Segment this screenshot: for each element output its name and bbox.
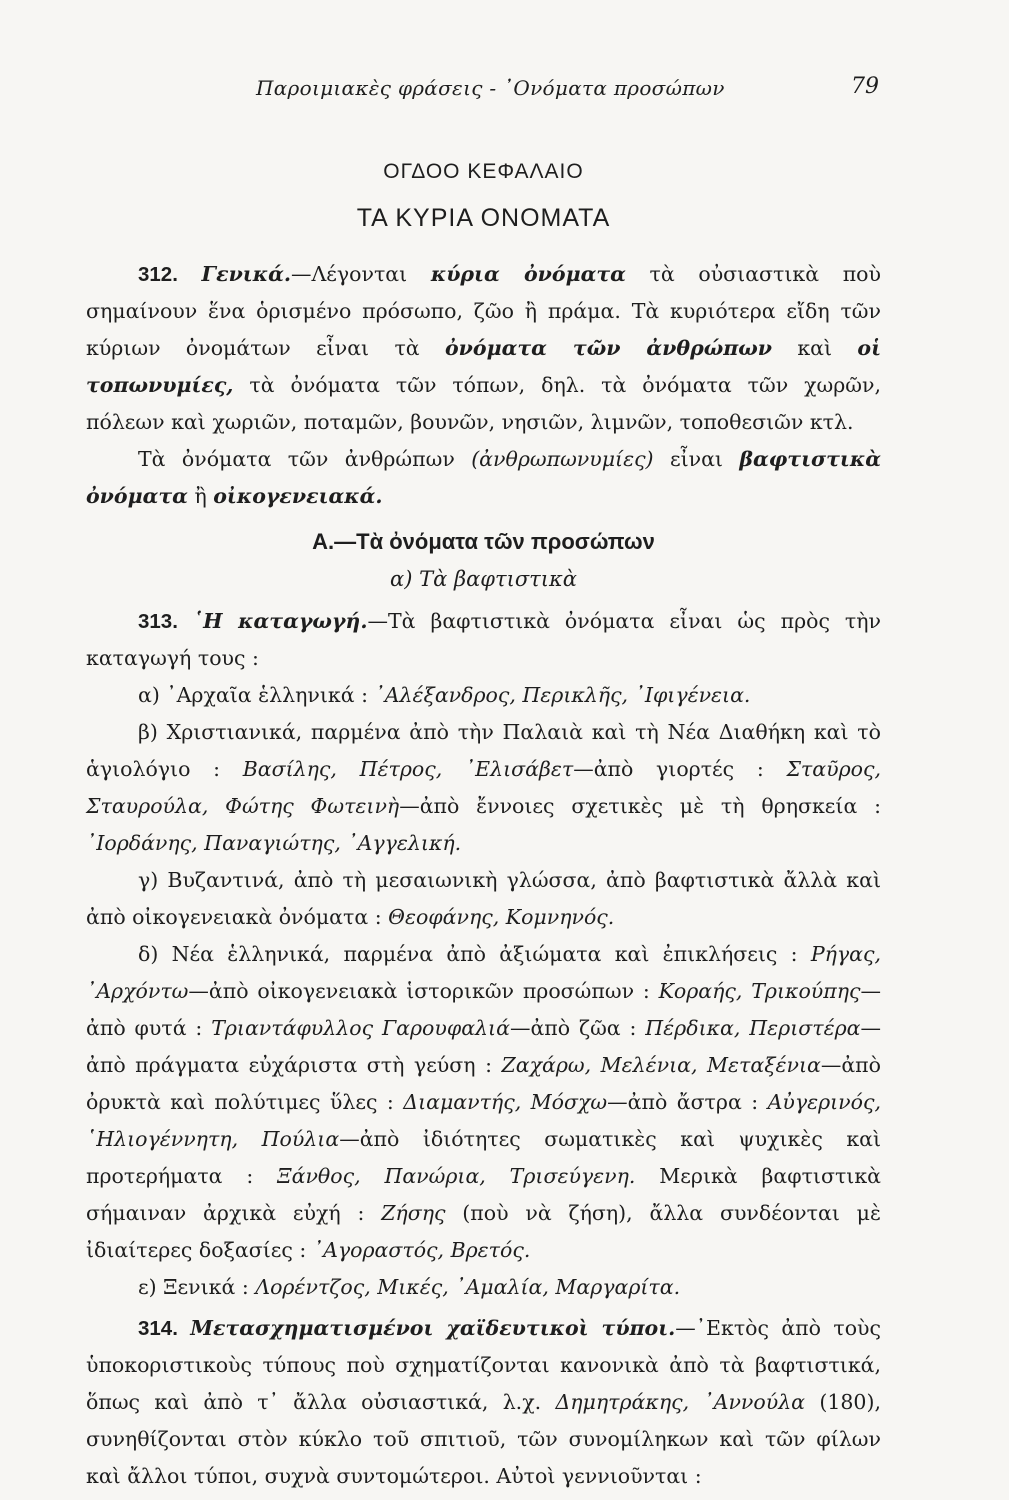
text: —ἀπὸ πράγματα εὐχάριστα στὴ γεύση : <box>86 1016 881 1077</box>
text: —ἀπὸ φυτά : <box>86 979 881 1040</box>
text: —Τὰ βαφτιστικὰ ὀνόματα εἶναι ὡς πρὸς τὴν καταγωγή τους : <box>86 609 882 670</box>
paragraph-312 <box>86 256 881 441</box>
list-item-a <box>86 677 881 714</box>
text: —ἀπὸ γιορτές : <box>573 757 787 781</box>
section-a-subheading: α) Τὰ βαφτιστικὰ <box>390 567 577 591</box>
names: ᾿Ιορδάνης, Παναγιώτης, ᾿Αγγελική. <box>86 831 462 855</box>
text: Τὰ ὀνόματα τῶν ἀνθρώπων <box>138 447 472 471</box>
list-item-b <box>86 714 881 862</box>
names: Ρήγας, ᾿Αρχόντω <box>86 942 881 1003</box>
section-a-heading: Α.—Τὰ ὀνόματα τῶν προσώπων <box>312 529 655 554</box>
section-number: 313. <box>138 610 178 633</box>
text: τὰ ὀνόματα τῶν τόπων, δηλ. τὰ ὀνόματα τῶν χωρῶν, πόλεων καὶ χωριῶν, ποταμῶν, βουνῶν, νησιῶν, λιμνῶν, τοποθεσιῶν κτλ. <box>86 373 881 434</box>
names: ᾿Αλέξανδρος, Περικλῆς, ᾿Ιφιγένεια. <box>374 683 751 707</box>
text: β) Χριστιανικά, παρμένα ἀπὸ τὴν Παλαιὰ καὶ τὴ Νέα Διαθήκη καὶ τὸ ἁγιολόγιο : <box>86 720 881 781</box>
text: —ἀπὸ ἰδιότητες σωματικὲς καὶ ψυχικὲς καὶ προτερήματα : <box>86 1127 882 1188</box>
text: —Λέγονται <box>290 262 431 286</box>
term: οἱ τοπωνυμίες, <box>86 336 881 397</box>
names: Διαμαντής, Μόσχω <box>403 1090 608 1114</box>
text: —᾿Εκτὸς ἀπὸ τοὺς ὑποκοριστικοὺς τύπους ποὺ σχηματίζονται κανονικὰ ἀπὸ τὰ βαφτιστικά, ὅπως καὶ ἀπὸ τ᾿ ἄλλα οὐσιαστικά, λ.χ. <box>86 1316 881 1414</box>
paragraph-313 <box>86 603 881 677</box>
text: α) ᾿Αρχαῖα ἑλληνικά : <box>138 683 375 707</box>
list-item-e <box>86 1269 881 1306</box>
names: Ζαχάρω, Μελένια, Μεταξένια <box>501 1053 821 1077</box>
text: (ποὺ νὰ ζήση), ἄλλα συνδέονται μὲ ἰδιαίτερες δοξασίες : <box>86 1201 881 1262</box>
text: ε) Ξενικά : <box>138 1275 256 1299</box>
chapter-label: ΟΓΔΟΟ ΚΕΦΑΛΑΙΟ <box>383 160 584 183</box>
text: —ἀπὸ ὀρυκτὰ καὶ πολύτιμες ὕλες : <box>86 1053 882 1114</box>
page-number: 79 <box>851 74 879 99</box>
text: εἶναι <box>653 447 740 471</box>
section-number: 312. <box>138 263 178 286</box>
section-heading: Μετασχηματισμένοι χαϊδευτικοὶ τύποι. <box>190 1316 676 1340</box>
text: τὰ οὐσιαστικὰ ποὺ σημαίνουν ἕνα ὁρισμένο πρόσωπο, ζῶο ἢ πράμα. Τὰ κυριότερα εἴδη τῶν κύριων ὀνομάτων εἶναι τὰ <box>86 262 881 360</box>
running-title: Παροιμιακὲς φράσεις - ᾿Ονόματα προσώπων <box>256 76 725 100</box>
names: Αὐγερινός, ῾Ηλιογέννητη, Πούλια <box>86 1090 881 1151</box>
running-header <box>86 76 881 106</box>
names: Βασίλης, Πέτρος, ᾿Ελισάβετ <box>242 757 574 781</box>
term: κύρια ὀνόματα <box>430 262 626 286</box>
names: Σταῦρος, Σταυρούλα, Φώτης Φωτεινὴ <box>86 757 881 818</box>
body-text <box>86 256 881 1495</box>
list-item-d <box>86 936 881 1269</box>
text: (180), συνηθίζονται στὸν κύκλο τοῦ σπιτιοῦ, τῶν συνομίληκων καὶ τῶν φίλων καὶ ἄλλοι τύποι, συχνὰ συντομώτεροι. Αὐτοὶ γεννιοῦνται : <box>86 1390 881 1488</box>
text: —ἀπὸ ἔννοιες σχετικὲς μὲ τὴ θρησκεία : <box>399 794 881 818</box>
text: καὶ <box>771 336 858 360</box>
text: γ) Βυζαντινά, ἀπὸ τὴ μεσαιωνικὴ γλώσσα, ἀπὸ βαφτιστικὰ ἄλλὰ καὶ ἀπὸ οἰκογενειακὰ ὀνόματα : <box>86 868 881 929</box>
names: Κοραής, Τρικούπης <box>658 979 861 1003</box>
text: —ἀπὸ ζῶα : <box>509 1016 646 1040</box>
names: Δημητράκης, ᾿Αννούλα <box>555 1390 806 1414</box>
names: Θεοφάνης, Κομνηνός. <box>388 905 615 929</box>
paragraph-312-cont <box>86 441 881 515</box>
names: ᾿Αγοραστός, Βρετός. <box>312 1238 531 1262</box>
names: Ξάνθος, Πανώρια, Τρισεύγενη. <box>277 1164 636 1188</box>
list-item-c <box>86 862 881 936</box>
text: ἢ <box>187 484 214 508</box>
names: Πέρδικα, Περιστέρα <box>645 1016 861 1040</box>
section-heading: Γενικά. <box>201 262 291 286</box>
term: (ἀνθρωπωνυμίες) <box>471 447 654 471</box>
text: —ἀπὸ ἄστρα : <box>607 1090 768 1114</box>
names: Ζήσης <box>381 1201 446 1225</box>
text: —ἀπὸ οἰκογενειακὰ ἱστορικῶν προσώπων : <box>188 979 659 1003</box>
term: οἰκογενειακά. <box>213 484 383 508</box>
names: Τριαντάφυλλος Γαρουφαλιά <box>211 1016 510 1040</box>
section-number: 314. <box>138 1317 178 1340</box>
names: Λορέντζος, Μικές, ᾿Αμαλία, Μαργαρίτα. <box>255 1275 681 1299</box>
text: Μερικὰ βαφτιστικὰ σήμαιναν ἀρχικὰ εὐχή : <box>86 1164 881 1225</box>
term: βαφτιστικὰ ὀνόματα <box>86 447 881 508</box>
text: δ) Νέα ἑλληνικά, παρμένα ἀπὸ ἀξιώματα καὶ ἐπικλήσεις : <box>138 942 811 966</box>
chapter-title: ΤΑ ΚΥΡΙΑ ΟΝΟΜΑΤΑ <box>356 204 611 232</box>
paragraph-314 <box>86 1310 881 1495</box>
section-heading: ῾Η καταγωγή. <box>192 609 368 633</box>
term: ὀνόματα τῶν ἀνθρώπων <box>445 336 772 360</box>
